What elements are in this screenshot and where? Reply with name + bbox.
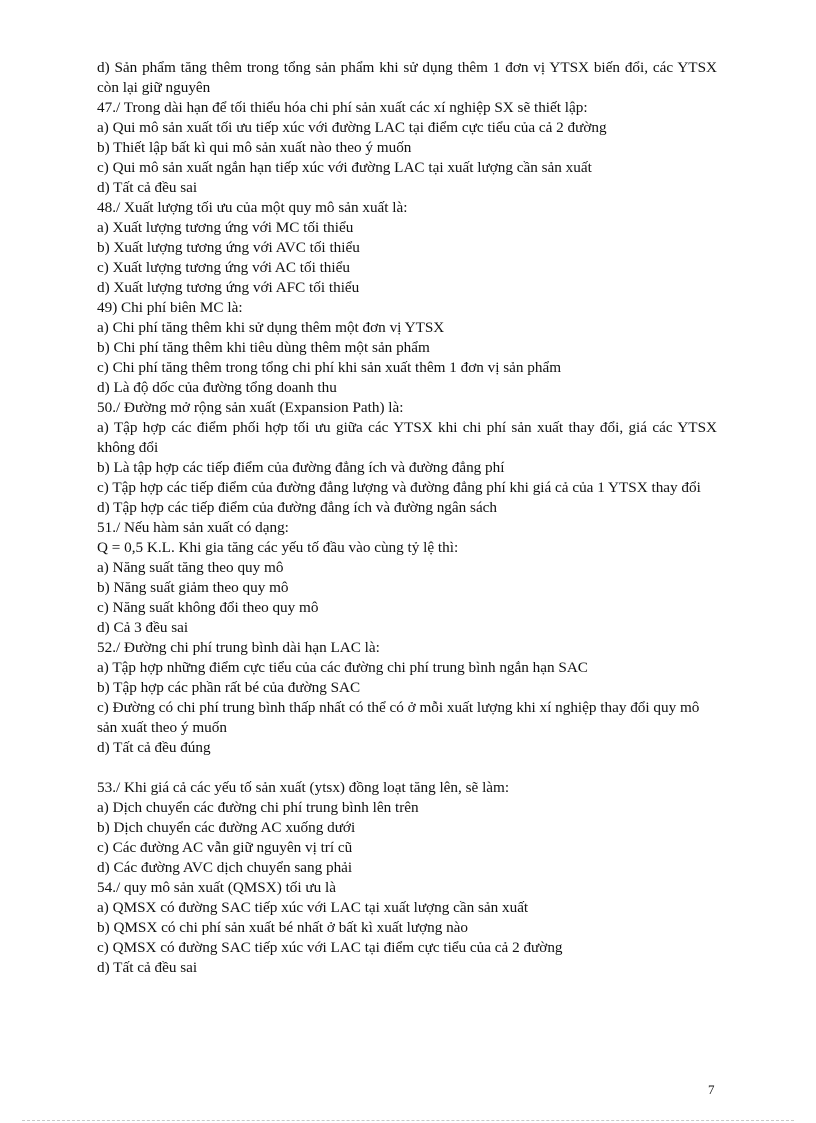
answer-option-b: b) Là tập hợp các tiếp điểm của đường đẳng ích và đường đẳng phí	[97, 459, 505, 476]
answer-option-d: d) Sản phẩm tăng thêm trong tổng sản phẩm khi sử dụng thêm 1 đơn vị YTSX biến đổi, các YTSX còn lại giữ nguyên	[97, 59, 717, 96]
answer-option-d: d) Tất cả đều sai	[97, 959, 198, 976]
answer-option-b: b) QMSX có chi phí sản xuất bé nhất ở bất kì xuất lượng nào	[97, 919, 469, 936]
answer-option-d: d) Tập hợp các tiếp điểm của đường đẳng ích và đường ngân sách	[97, 499, 498, 516]
answer-option-c: c) Các đường AC vẫn giữ nguyên vị trí cũ	[97, 839, 353, 856]
question-line: 54./ quy mô sản xuất (QMSX) tối ưu là	[97, 879, 336, 896]
question-line: 52./ Đường chi phí trung bình dài hạn LAC là:	[97, 639, 380, 656]
answer-option-a: a) Năng suất tăng theo quy mô	[97, 559, 284, 576]
answer-option-b: b) Tập hợp các phần rất bé của đường SAC	[97, 679, 361, 696]
question-line: 50./ Đường mở rộng sản xuất (Expansion Path) là:	[97, 399, 404, 416]
answer-option-c: c) Tập hợp các tiếp điểm của đường đẳng lượng và đường đẳng phí khi giá cả của 1 YTSX thay đổi	[97, 479, 701, 496]
answer-option-a: a) QMSX có đường SAC tiếp xúc với LAC tại xuất lượng cần sản xuất	[97, 899, 529, 916]
answer-option-d: d) Xuất lượng tương ứng với AFC tối thiểu	[97, 279, 360, 296]
question-line: 53./ Khi giá cả các yếu tố sản xuất (ytsx) đồng loạt tăng lên, sẽ làm:	[97, 779, 510, 796]
answer-option-a: a) Dịch chuyển các đường chi phí trung bình lên trên	[97, 799, 419, 816]
answer-option-d: d) Tất cả đều sai	[97, 179, 198, 196]
blank-line	[97, 758, 717, 778]
answer-option-c: c) Đường có chi phí trung bình thấp nhất có thể có ở mỗi xuất lượng khi xí nghiệp thay đổi quy mô sản xuất theo ý muốn	[97, 699, 700, 736]
answer-option-c: c) Chi phí tăng thêm trong tổng chi phí khi sản xuất thêm 1 đơn vị sản phẩm	[97, 359, 562, 376]
page-bottom-divider	[22, 1120, 794, 1121]
answer-option-b: b) Thiết lập bất kì qui mô sản xuất nào theo ý muốn	[97, 139, 412, 156]
answer-option-d: d) Tất cả đều đúng	[97, 739, 211, 756]
answer-option-c: c) Xuất lượng tương ứng với AC tối thiểu	[97, 259, 350, 276]
answer-option-a: a) Xuất lượng tương ứng với MC tối thiểu	[97, 219, 354, 236]
question-line: 49) Chi phí biên MC là:	[97, 299, 243, 316]
answer-option-a: a) Qui mô sản xuất tối ưu tiếp xúc với đường LAC tại điểm cực tiểu của cả 2 đường	[97, 119, 607, 136]
answer-option-b: b) Chi phí tăng thêm khi tiêu dùng thêm một sản phẩm	[97, 339, 430, 356]
answer-option-a: a) Tập hợp những điểm cực tiểu của các đường chi phí trung bình ngắn hạn SAC	[97, 659, 588, 676]
question-line: 47./ Trong dài hạn để tối thiểu hóa chi phí sản xuất các xí nghiệp SX sẽ thiết lập:	[97, 99, 588, 116]
question-line: 51./ Nếu hàm sản xuất có dạng:	[97, 519, 289, 536]
page-number: 7	[708, 1082, 715, 1097]
question-line: 48./ Xuất lượng tối ưu của một quy mô sản xuất là:	[97, 199, 408, 216]
answer-option-a: a) Tập hợp các điểm phối hợp tối ưu giữa các YTSX khi chi phí sản xuất thay đổi, giá các YTSX không đổi	[97, 419, 717, 456]
answer-option-b: b) Xuất lượng tương ứng với AVC tối thiểu	[97, 239, 360, 256]
answer-option-d: d) Các đường AVC dịch chuyển sang phải	[97, 859, 353, 876]
text-line: Q = 0,5 K.L. Khi gia tăng các yếu tố đầu vào cùng tỷ lệ thì:	[97, 539, 459, 556]
answer-option-d: d) Là độ dốc của đường tổng doanh thu	[97, 379, 337, 396]
answer-option-d: d) Cả 3 đều sai	[97, 619, 189, 636]
answer-option-c: c) Năng suất không đổi theo quy mô	[97, 599, 319, 616]
answer-option-c: c) Qui mô sản xuất ngắn hạn tiếp xúc với đường LAC tại xuất lượng cần sản xuất	[97, 159, 592, 176]
answer-option-b: b) Dịch chuyển các đường AC xuống dưới	[97, 819, 356, 836]
answer-option-a: a) Chi phí tăng thêm khi sử dụng thêm một đơn vị YTSX	[97, 319, 445, 336]
document-body	[97, 58, 717, 978]
answer-option-c: c) QMSX có đường SAC tiếp xúc với LAC tại điểm cực tiểu của cả 2 đường	[97, 939, 563, 956]
answer-option-b: b) Năng suất giảm theo quy mô	[97, 579, 289, 596]
